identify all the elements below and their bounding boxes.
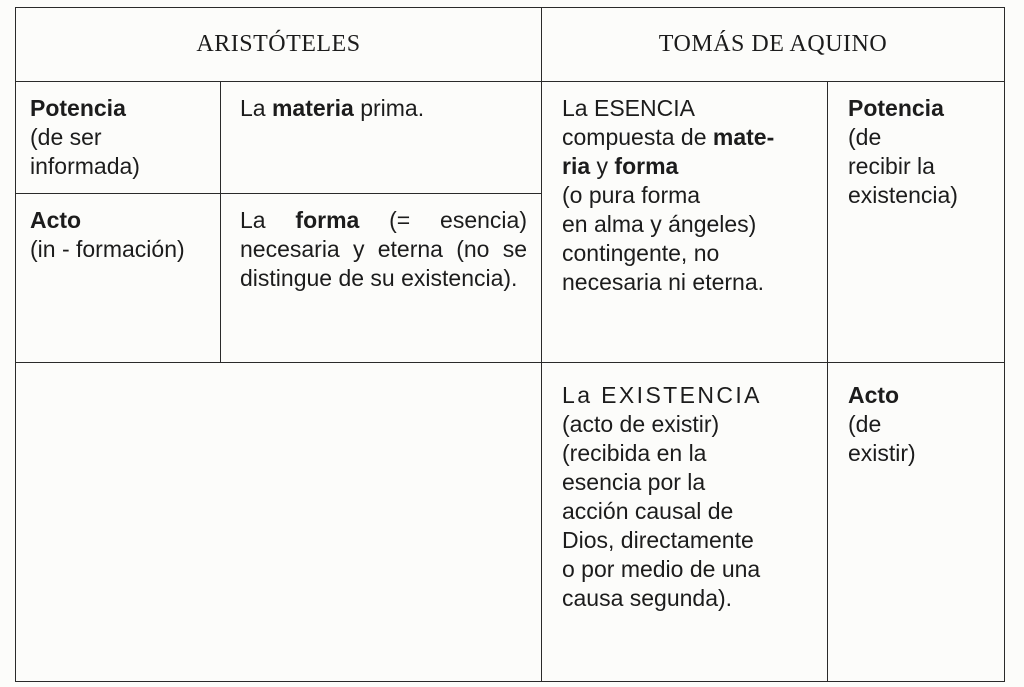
tomas-existencia-line5: Dios, directamente: [562, 527, 754, 553]
aristoteles-potencia-desc-pre: La: [240, 95, 272, 121]
tomas-acto-gloss-1: (de: [848, 411, 882, 437]
row-existencia: [16, 363, 1005, 682]
aristoteles-potencia-gloss-1: (de ser: [30, 124, 102, 150]
tomas-existencia-line6: o por medio de una: [562, 556, 761, 582]
aristoteles-potencia-desc-cell: [221, 82, 542, 194]
tomas-esencia-line3: [562, 152, 817, 181]
tomas-esencia-line3-bold1: ria: [562, 153, 591, 179]
header-aristoteles: [16, 8, 542, 82]
tomas-esencia-cell: [542, 82, 828, 363]
tomas-existencia-cell: [542, 363, 828, 682]
aristoteles-acto-gloss: (in - formación): [30, 236, 185, 262]
tomas-esencia-line6: contingente, no: [562, 240, 720, 266]
aristoteles-acto-term-cell: [16, 194, 221, 363]
aristoteles-potencia-term-cell: [16, 82, 221, 194]
tomas-potencia-gloss-3: existencia): [848, 182, 958, 208]
aristoteles-potencia-term: Potencia: [30, 95, 126, 121]
aristoteles-potencia-desc-post: prima.: [353, 95, 425, 121]
aristoteles-acto-term: Acto: [30, 207, 82, 233]
tomas-esencia-line1: La ESENCIA: [562, 95, 695, 121]
aristoteles-acto-desc-bold: forma: [295, 207, 360, 233]
comparison-table: [15, 7, 1005, 682]
tomas-existencia-line3: esencia por la: [562, 469, 706, 495]
aristoteles-acto-desc-cell: [221, 194, 542, 363]
tomas-existencia-line2: (recibida en la: [562, 440, 707, 466]
tomas-esencia-line3-mid: y: [590, 153, 615, 179]
header-row: [16, 8, 1005, 82]
tomas-esencia-line5: en alma y ángeles): [562, 211, 757, 237]
tomas-esencia-line2: [562, 123, 817, 152]
aristoteles-potencia-desc-bold: materia: [271, 95, 354, 121]
tomas-existencia-line4: acción causal de: [562, 498, 734, 524]
tomas-existencia-title: La EXISTENCIA: [562, 382, 762, 408]
tomas-existencia-line7: causa segunda).: [562, 585, 733, 611]
aristoteles-potencia-gloss-2: informada): [30, 153, 140, 179]
tomas-esencia-line2-pre: compuesta de: [562, 124, 713, 150]
tomas-esencia-line7: necesaria ni eterna.: [562, 269, 765, 295]
header-tomas: [542, 8, 1005, 82]
tomas-existencia-line1: (acto de existir): [562, 411, 720, 437]
tomas-acto-gloss-2: existir): [848, 440, 916, 466]
aristoteles-empty-cell: [16, 363, 542, 682]
aristoteles-acto-desc-pre: La: [240, 207, 296, 233]
tomas-acto-cell: [828, 363, 1005, 682]
tomas-acto-term: Acto: [848, 382, 900, 408]
tomas-potencia-cell: [828, 82, 1005, 363]
tomas-potencia-term: Potencia: [848, 95, 944, 121]
header-tomas-text: TOMÁS DE AQUINO: [658, 31, 888, 57]
aristoteles-acto-desc-post: (= esencia) necesaria y eterna (no se distingue de su existencia).: [240, 207, 527, 291]
tomas-esencia-line3-bold2: forma: [614, 153, 679, 179]
tomas-potencia-gloss-2: recibir la: [848, 153, 935, 179]
tomas-potencia-gloss-1: (de: [848, 124, 882, 150]
tomas-esencia-line2-bold: mate-: [712, 124, 775, 150]
header-aristoteles-text: ARISTÓTELES: [196, 31, 361, 57]
comparison-table-container: [15, 7, 1005, 682]
row-potencia: [16, 82, 1005, 194]
tomas-esencia-line4: (o pura forma: [562, 182, 701, 208]
